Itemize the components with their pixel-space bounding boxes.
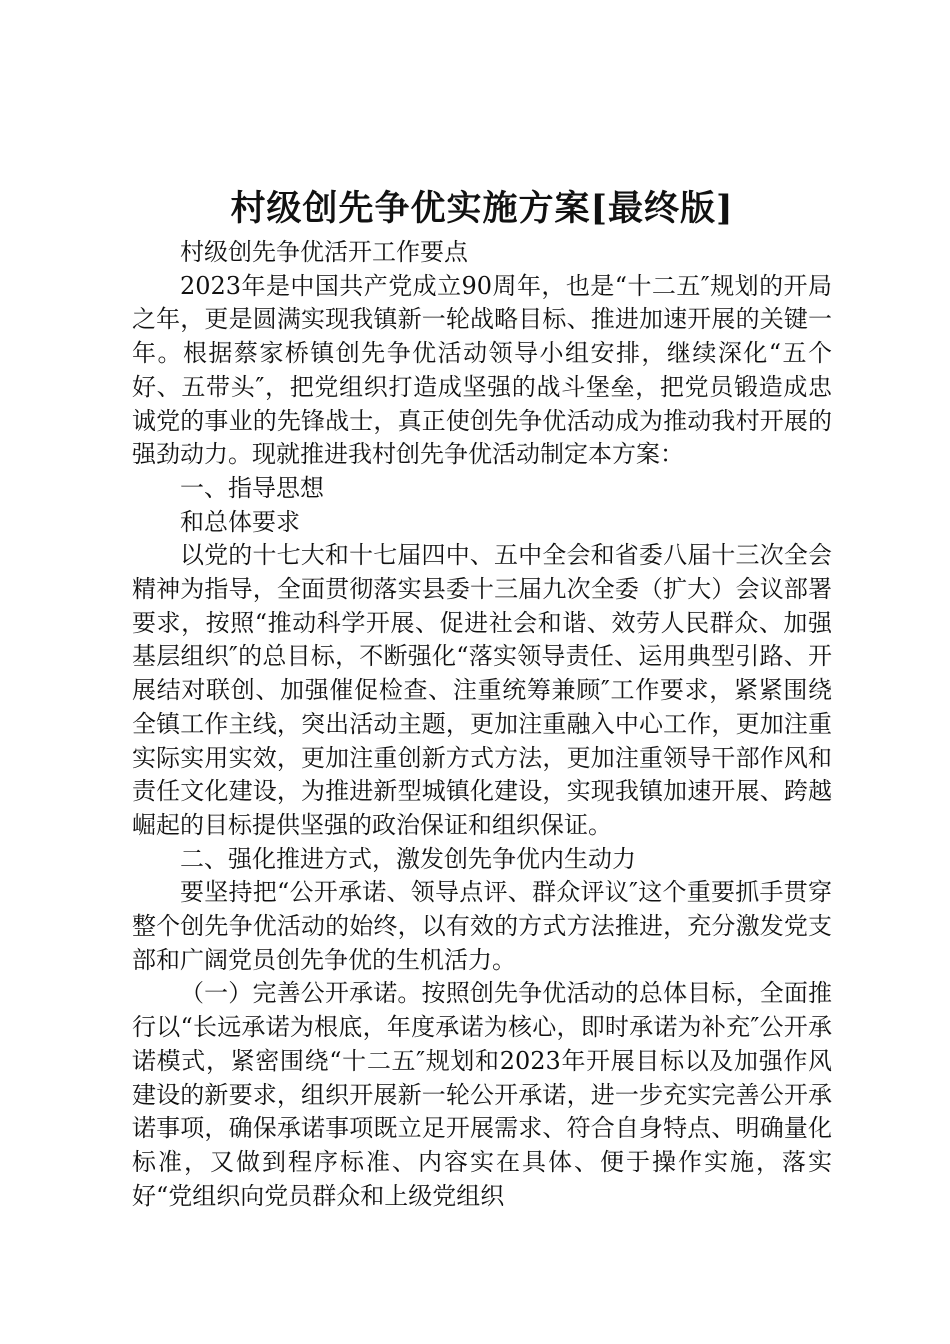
section-heading-1-cont: 和总体要求 bbox=[180, 507, 300, 536]
document-page bbox=[132, 184, 832, 1213]
paragraph-intro: 2023年是中国共产党成立90周年，也是“十二五″规划的开局之年，更是圆满实现我镇新一轮战略目标、推进加速开展的关键一年。根据蔡家桥镇创先争优活动领导小组安排，继续深化“五个好、五带头″，把党组织打造成坚强的战斗堡垒，把党员锻造成忠诚党的事业的先锋战士，真正使创先争优活动成为推动我村开展的强劲动力。现就推进我村创先争优活动制定本方案： bbox=[132, 271, 832, 469]
paragraph-public-commitment: （一）完善公开承诺。按照创先争优活动的总体目标，全面推行以“长远承诺为根底，年度承诺为核心，即时承诺为补充″公开承诺模式，紧密围绕“十二五″规划和2023年开展目标以及加强作风建设的新要求，组织开展新一轮公开承诺，进一步充实完善公开承诺事项，确保承诺事项既立足开展需求、符合自身特点、明确量化标准，又做到程序标准、内容实在具体、便于操作实施，落实好“党组织向党员群众和上级党组织 bbox=[132, 979, 832, 1210]
paragraph-subtitle: 村级创先争优活开工作要点 bbox=[180, 238, 468, 266]
section-heading-1: 一、指导思想 bbox=[180, 473, 324, 502]
document-title: 村级创先争优实施方案[最终版] bbox=[230, 188, 734, 229]
paragraph-methods: 要坚持把“公开承诺、领导点评、群众评议″这个重要抓手贯穿整个创先争优活动的始终，以有效的方式方法推进，充分激发党支部和广阔党员创先争优的生机活力。 bbox=[132, 878, 832, 974]
section-heading-2: 二、强化推进方式，激发创先争优内生动力 bbox=[180, 844, 636, 873]
paragraph-guiding: 以党的十七大和十七届四中、五中全会和省委八届十三次全会精神为指导，全面贯彻落实县委十三届九次全委（扩大）会议部署要求，按照“推动科学开展、促进社会和谐、效劳人民群众、加强基层组织″的总目标，不断强化“落实领导责任、运用典型引路、开展结对联创、加强催促检查、注重统筹兼顾″工作要求，紧紧围绕全镇工作主线，突出活动主题，更加注重融入中心工作，更加注重实际实用实效，更加注重创新方式方法，更加注重领导干部作风和责任文化建设，为推进新型城镇化建设，实现我镇加速开展、跨越崛起的目标提供坚强的政治保证和组织保证。 bbox=[132, 541, 832, 839]
